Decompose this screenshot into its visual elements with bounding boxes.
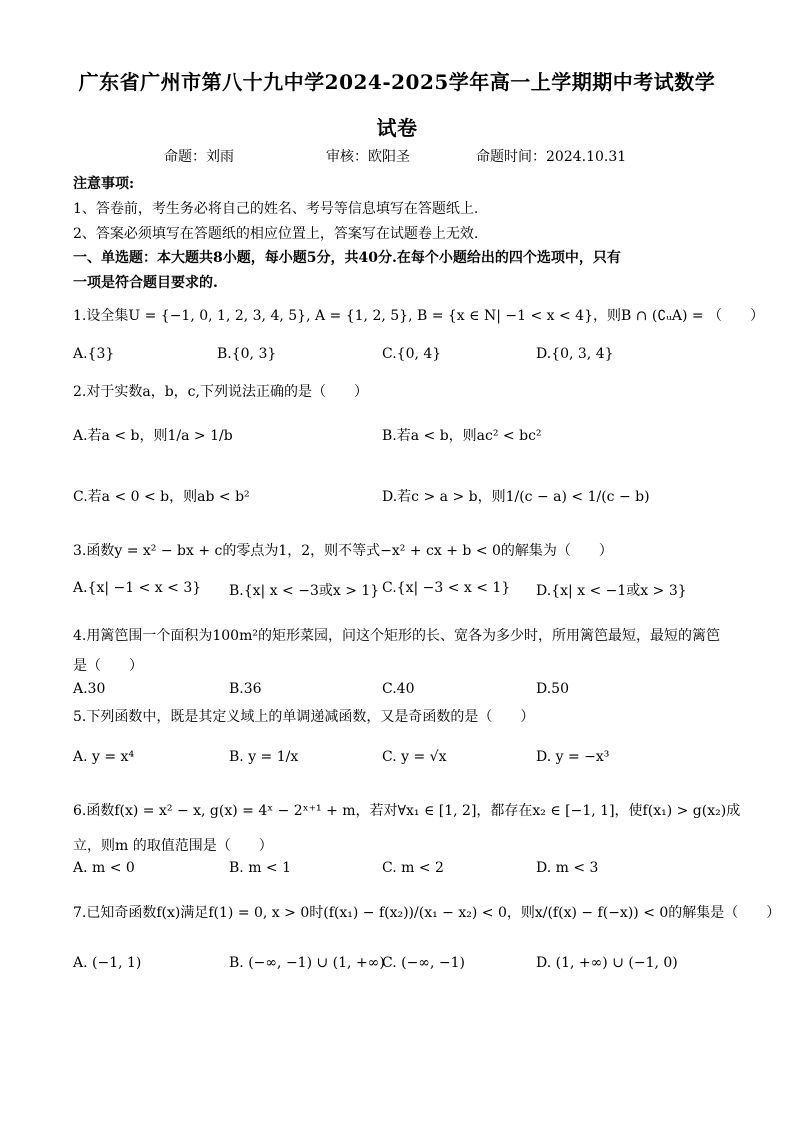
q3-option-d: D.{x| x < −1或x > 3} [536,583,687,599]
q5-option-a: A. y = x⁴ [73,749,135,765]
q1-option-b: B.{0, 3} [217,346,277,362]
q5-option-d: D. y = −x³ [536,749,610,765]
q2-option-a: A.若a < b，则1/a > 1/b [73,428,233,444]
q2-option-b: B.若a < b，则ac² < bc² [382,428,542,444]
question-4-stem-line1: 4.用篱笆围一个面积为100m²的矩形菜园，问这个矩形的长、宽各为多少时，所用篱笆最短，最短的篱笆 [73,628,720,644]
q3-option-c: C.{x| −3 < x < 1} [382,580,511,596]
q3-option-b: B.{x| x < −3或x > 1} [229,583,380,599]
notes-heading: 注意事项: [73,176,135,192]
q3-option-a: A.{x| −1 < x < 3} [73,580,202,596]
q6-option-b: B. m < 1 [229,860,292,876]
section-heading-line2: 一项是符合题目要求的. [73,275,218,291]
q6-option-d: D. m < 3 [536,860,599,876]
q7-option-c: C. (−∞, −1) [382,955,465,971]
notes-item-2: 2、答案必须填写在答题纸的相应位置上，答案写在试题卷上无效. [73,226,479,242]
q1-option-a: A.{3} [73,346,115,362]
q2-option-d: D.若c > a > b，则1/(c − a) < 1/(c − b) [382,489,650,505]
q6-option-a: A. m < 0 [73,860,135,876]
question-5-stem: 5.下列函数中，既是其定义域上的单调递减函数，又是奇函数的是（ ） [73,709,535,725]
question-4-stem-line2: 是（ ） [73,658,143,674]
question-7-stem: 7.已知奇函数f(x)满足f(1) = 0, x > 0时(f(x₁) − f(x₂))/(x₁ − x₂) < 0，则x/(f(x) − f(−x)) < 0的解集是（ ） [73,905,781,921]
exam-title-line2: 试卷 [376,116,418,140]
meta-author: 命题：刘雨 [164,149,234,165]
q1-option-d: D.{0, 3, 4} [536,346,614,362]
question-6-stem-line1: 6.函数f(x) = x² − x, g(x) = 4ˣ − 2ˣ⁺¹ + m，若对∀x₁ ∈ [1, 2]，都存在x₂ ∈ [−1, 1]，使f(x₁) > g(x₂)成 [73,803,741,819]
question-1-stem: 1.设全集U = {−1, 0, 1, 2, 3, 4, 5}, A = {1, 2, 5}, B = {x ∈ N| −1 < x < 4}，则B ∩ (∁ᵤA) = （ ） [73,308,765,324]
q5-option-c: C. y = √x [382,749,447,765]
q5-option-b: B. y = 1/x [229,749,299,765]
q2-option-c: C.若a < 0 < b，则ab < b² [73,489,250,505]
q1-option-c: C.{0, 4} [382,346,442,362]
q4-option-d: D.50 [536,681,569,697]
q4-option-c: C.40 [382,681,415,697]
meta-time: 命题时间：2024.10.31 [476,149,627,165]
meta-reviewer: 审核：欧阳圣 [326,149,410,165]
notes-item-1: 1、答卷前，考生务必将自己的姓名、考号等信息填写在答题纸上. [73,201,479,217]
q7-option-b: B. (−∞, −1) ∪ (1, +∞) [229,955,385,971]
q4-option-b: B.36 [229,681,262,697]
question-2-stem: 2.对于实数a，b，c,下列说法正确的是（ ） [73,384,368,400]
section-heading-line1: 一、单选题：本大题共8小题，每小题5分，共40分.在每个小题给出的四个选项中，只有 [73,250,621,266]
question-3-stem: 3.函数y = x² − bx + c的零点为1，2，则不等式−x² + cx + b < 0的解集为（ ） [73,543,613,559]
q7-option-a: A. (−1, 1) [73,955,142,971]
q6-option-c: C. m < 2 [382,860,444,876]
q4-option-a: A.30 [73,681,106,697]
q7-option-d: D. (1, +∞) ∪ (−1, 0) [536,955,678,971]
question-6-stem-line2: 立，则m 的取值范围是（ ） [73,838,273,854]
exam-title-line1: 广东省广州市第八十九中学2024-2025学年高一上学期期中考试数学 [78,70,716,94]
